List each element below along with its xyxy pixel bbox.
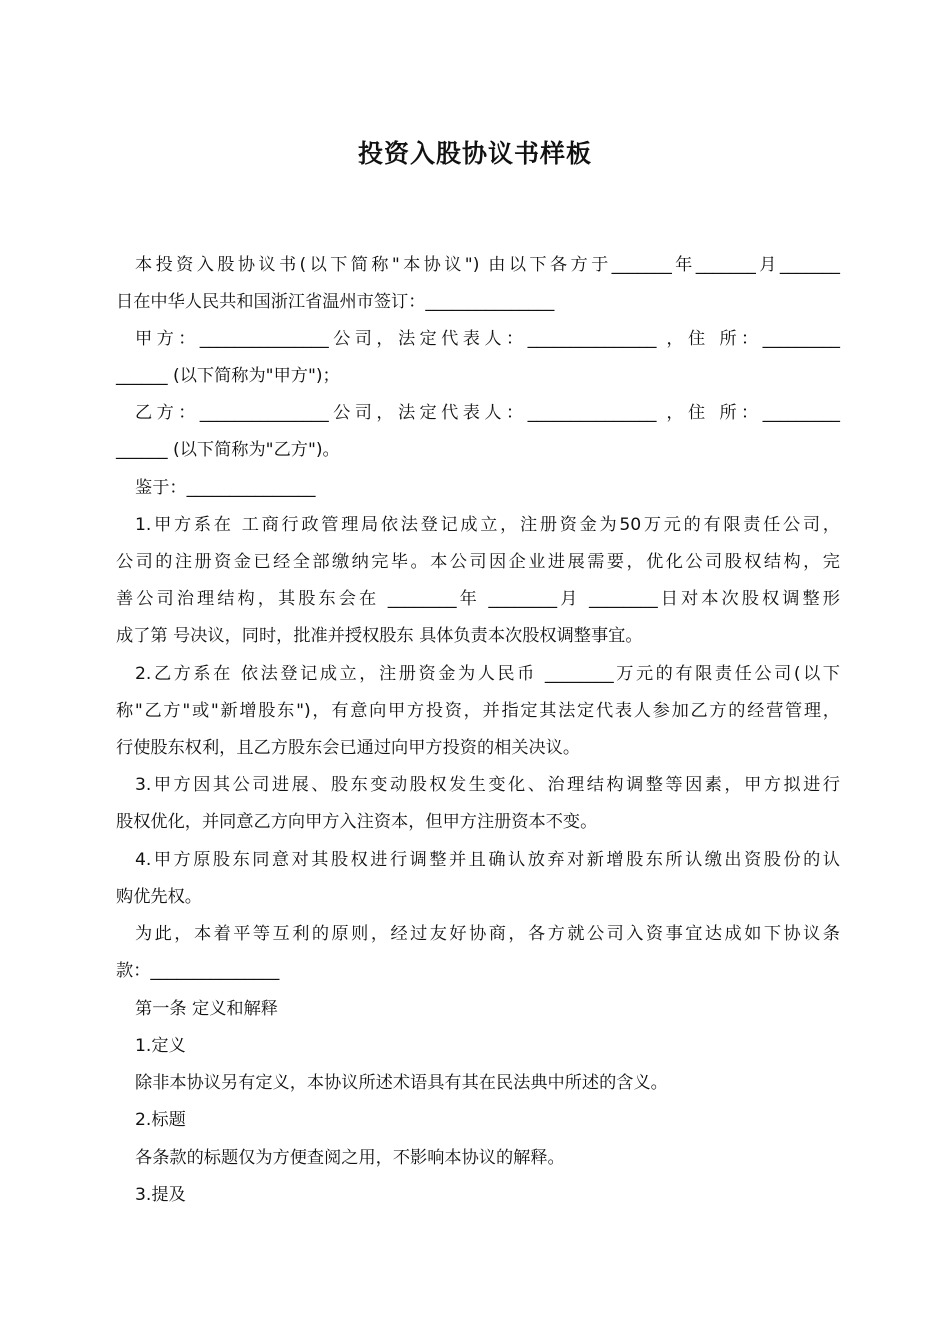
- paragraph-line: 股权优化，并同意乙方向甲方入注资本，但甲方注册资本不变。: [116, 812, 598, 832]
- paragraph-line: 3.甲方因其公司进展、股东变动股权发生变化、治理结构调整等因素，甲方拟进行: [135, 775, 840, 795]
- paragraph-line: 4.甲方原股东同意对其股权进行调整并且确认放弃对新增股东所认缴出资股份的认: [135, 850, 840, 870]
- paragraph-line: 本投资入股协议书(以下简称"本协议") 由以下各方于_______年_______月_______: [135, 255, 840, 275]
- paragraph-line: 款：_______________: [116, 961, 280, 981]
- paragraph-line: 甲方：_______________公司，法定代表人：_______________ ，住 所：_________: [135, 329, 840, 349]
- paragraph-line: 称"乙方"或"新增股东")，有意向甲方投资，并指定其法定代表人参加乙方的经营管理，: [116, 701, 840, 721]
- paragraph-line: 1.甲方系在 工商行政管理局依法登记成立，注册资金为50万元的有限责任公司，: [135, 515, 840, 535]
- paragraph-line: 鉴于：_______________: [135, 478, 316, 498]
- subsection-heading: 2.标题: [135, 1110, 186, 1130]
- paragraph-line: ______ (以下简称为"乙方")。: [116, 440, 340, 460]
- paragraph-line: 为此，本着平等互利的原则，经过友好协商，各方就公司入资事宜达成如下协议条: [135, 924, 840, 944]
- section-heading: 第一条 定义和解释: [135, 999, 278, 1019]
- subsection-heading: 1.定义: [135, 1036, 186, 1056]
- paragraph-line: 公司的注册资金已经全部缴纳完毕。本公司因企业进展需要，优化公司股权结构，完: [116, 552, 840, 572]
- paragraph-line: 成了第 号决议，同时，批准并授权股东 具体负责本次股权调整事宜。: [116, 626, 643, 646]
- subsection-heading: 3.提及: [135, 1185, 186, 1205]
- paragraph-line: 除非本协议另有定义，本协议所述术语具有其在民法典中所述的含义。: [135, 1073, 668, 1093]
- document-title: 投资入股协议书样板: [357, 139, 592, 168]
- paragraph-line: 2.乙方系在 依法登记成立，注册资金为人民币 ________万元的有限责任公司(以下: [135, 664, 840, 684]
- paragraph-line: 行使股东权利，且乙方股东会已通过向甲方投资的相关决议。: [116, 738, 581, 758]
- paragraph-line: 乙方：_______________公司，法定代表人：_______________ ，住 所：_________: [135, 403, 840, 423]
- paragraph-line: ______ (以下简称为"甲方")；: [116, 366, 340, 386]
- paragraph-line: 善公司治理结构，其股东会在 ________年 ________月 ________日对本次股权调整形: [116, 589, 840, 609]
- paragraph-line: 购优先权。: [116, 887, 202, 907]
- paragraph-line: 日在中华人民共和国浙江省温州市签订：_______________: [116, 292, 555, 312]
- paragraph-line: 各条款的标题仅为方便查阅之用，不影响本协议的解释。: [135, 1148, 565, 1168]
